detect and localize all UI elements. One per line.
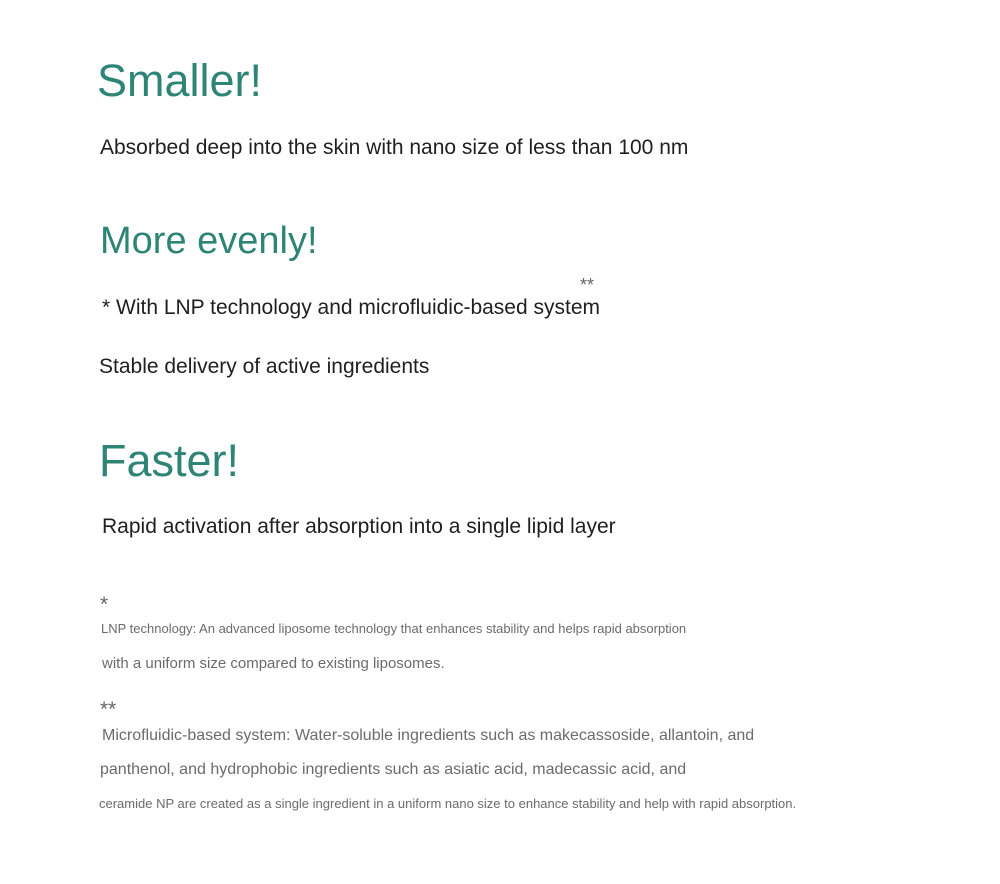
- footnote-2-marker: **: [100, 698, 117, 721]
- smaller-description: Absorbed deep into the skin with nano size of less than 100 nm: [100, 136, 689, 159]
- faster-description: Rapid activation after absorption into a single lipid layer: [102, 515, 616, 538]
- footnote-2-line-1: Microfluidic-based system: Water-soluble ingredients such as makecassoside, allantoin, and: [102, 727, 755, 744]
- heading-smaller: Smaller!: [97, 55, 263, 106]
- footnote-2-line-3: ceramide NP are created as a single ingredient in a uniform nano size to enhance stability and help with rapid absorption.: [99, 796, 797, 811]
- footnote-2-line-2: panthenol, and hydrophobic ingredients such as asiatic acid, madecassic acid, and: [100, 761, 687, 778]
- heading-faster: Faster!: [99, 435, 240, 486]
- lnp-technology-line: * With LNP technology and microfluidic-based system: [102, 296, 601, 319]
- footnote-1-line-2: with a uniform size compared to existing liposomes.: [102, 655, 445, 672]
- double-asterisk-marker: **: [580, 275, 595, 295]
- heading-more-evenly: More evenly!: [100, 220, 318, 262]
- footnote-1-line-1: LNP technology: An advanced liposome technology that enhances stability and helps rapid absorption: [101, 621, 687, 636]
- footnote-1-marker: *: [100, 593, 109, 616]
- stable-delivery-line: Stable delivery of active ingredients: [99, 355, 430, 378]
